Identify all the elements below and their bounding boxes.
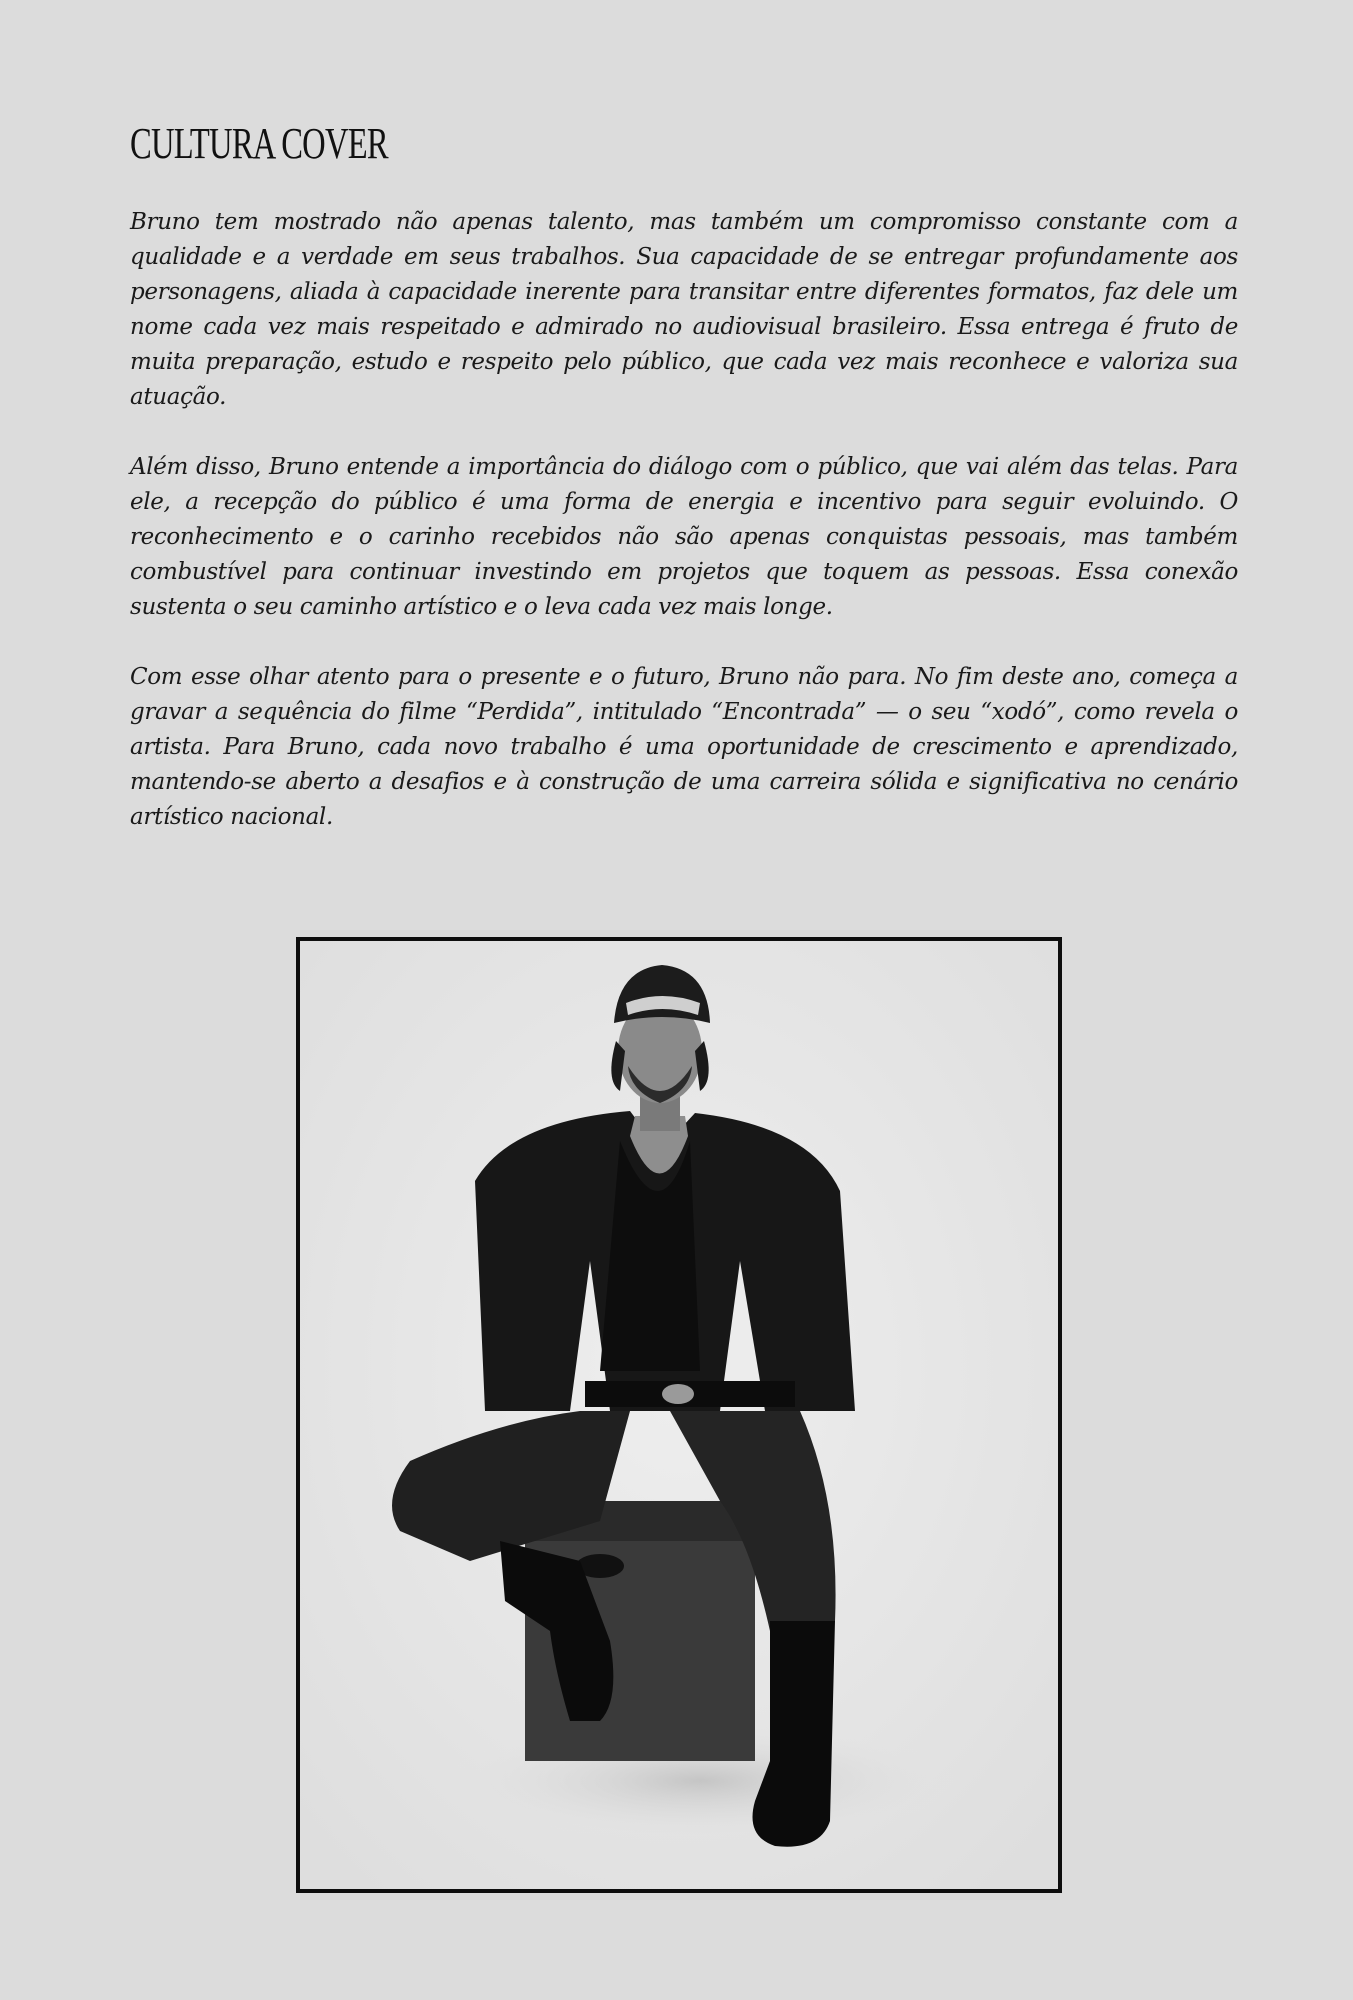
section-title: CULTURA COVER — [130, 119, 388, 168]
article-paragraph-1: Bruno tem mostrado não apenas talento, mas também um compromisso constante com a qualidade e a verdade em seus trabalhos. Sua capacidade de se entregar profundamente aos personagens, aliada à capacidade inerente para transitar entre diferentes formatos, faz dele um nome cada vez mais respeitado e admirado no audiovisual brasileiro. Essa entrega é fruto de muita preparação, estudo e respeito pelo público, que cada vez mais reconhece e valoriza sua atuação. — [130, 209, 1238, 410]
article-body — [130, 205, 1238, 870]
portrait-photo-icon — [300, 941, 1058, 1889]
article-paragraph-2: Além disso, Bruno entende a importância do diálogo com o público, que vai além das telas. Para ele, a recepção do público é uma forma de energia e incentivo para seguir evoluindo. O reconhecimento e o carinho recebidos não são apenas conquistas pessoais, mas também combustível para continuar investindo em projetos que toquem as pessoas. Essa conexão sustenta o seu caminho artístico e o leva cada vez mais longe. — [130, 454, 1238, 620]
article-paragraph-3: Com esse olhar atento para o presente e o futuro, Bruno não para. No fim deste ano, começa a gravar a sequência do filme “Perdida”, intitulado “Encontrada” — o seu “xodó”, como revela o artista. Para Bruno, cada novo trabalho é uma oportunidade de crescimento e aprendizado, mantendo-se aberto a desafios e à construção de uma carreira sólida e significativa no cenário artístico nacional. — [130, 664, 1238, 830]
cover-photo — [296, 937, 1062, 1893]
